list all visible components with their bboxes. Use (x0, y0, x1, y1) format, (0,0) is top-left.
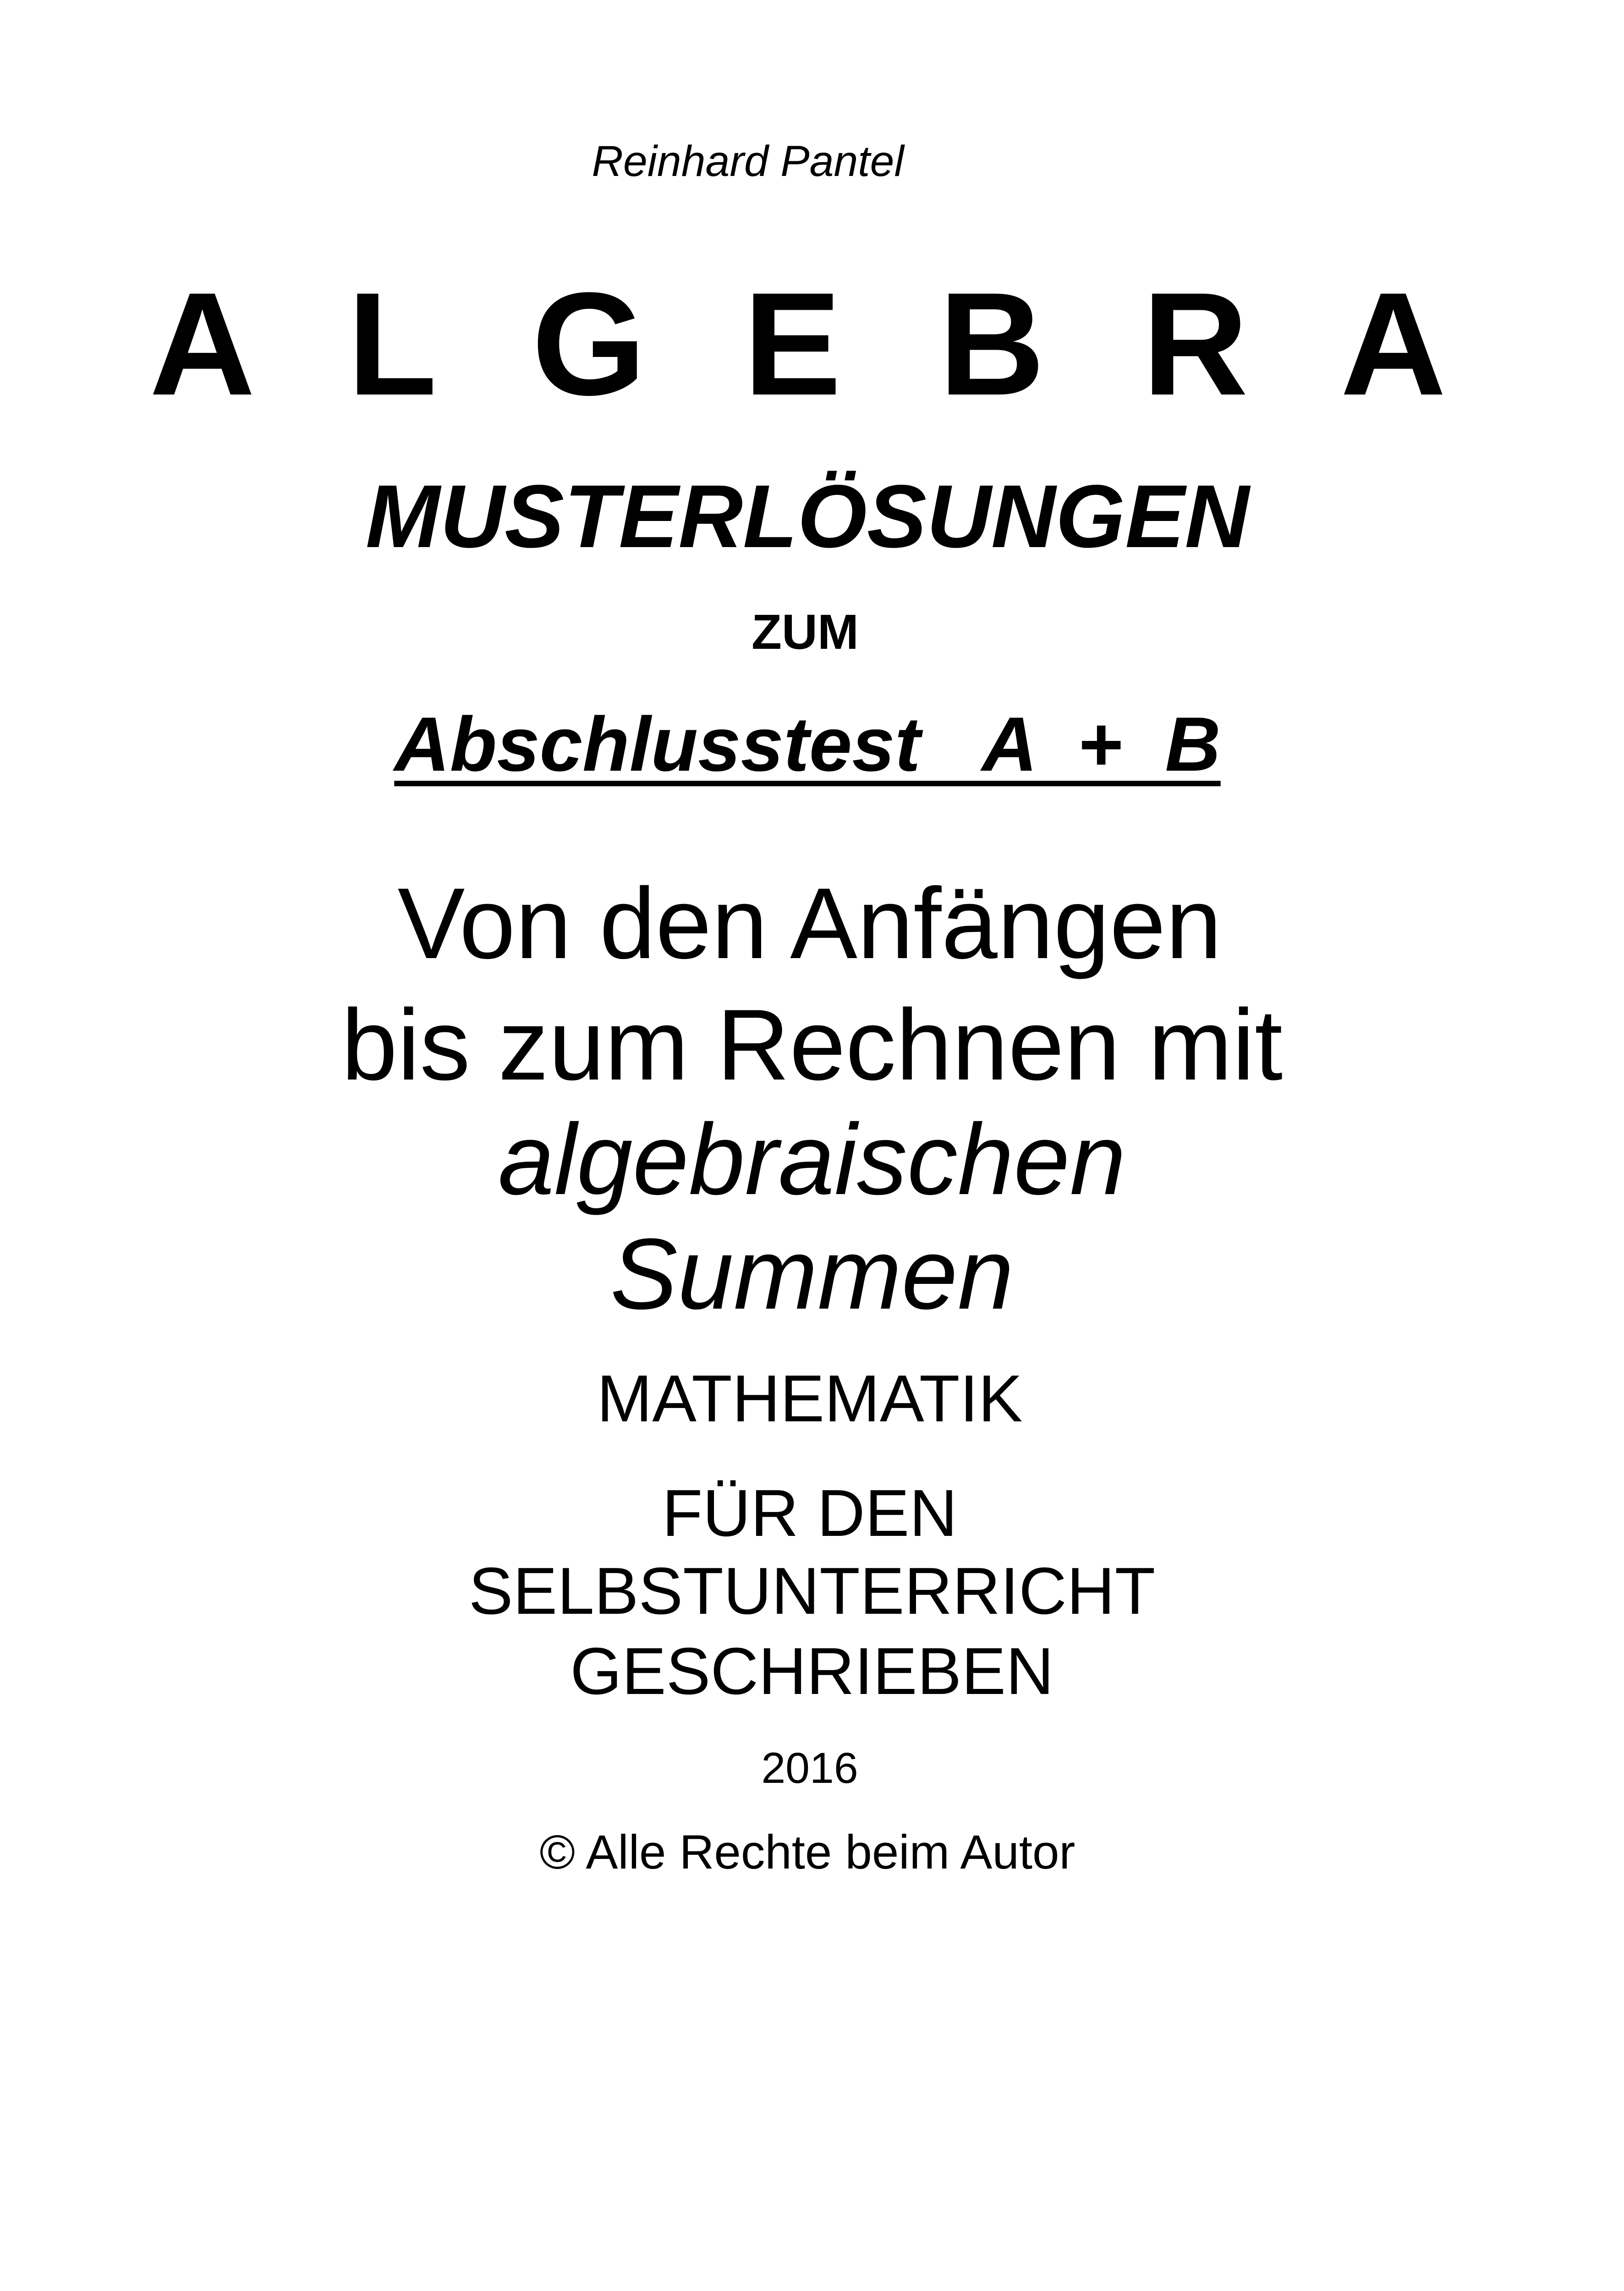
author-name: Reinhard Pantel (592, 137, 904, 186)
copyright-notice: © Alle Rechte beim Autor (539, 1825, 1075, 1879)
topic-line-2: bis zum Rechnen mit (341, 988, 1283, 1101)
dedication-line-3: GESCHRIEBEN (570, 1634, 1054, 1708)
connector-word: ZUM (752, 604, 859, 659)
test-title (0, 701, 1619, 787)
test-title-text: Abschlusstest A + B (394, 701, 1221, 787)
book-title: A L G E B R A (149, 262, 1475, 426)
topic-line-3: algebraischen (498, 1103, 1126, 1216)
dedication-line-1: FÜR DEN (662, 1476, 958, 1550)
topic-line-4: Summen (610, 1217, 1014, 1330)
subject-label: MATHEMATIK (597, 1361, 1023, 1436)
publication-year: 2016 (761, 1744, 858, 1792)
topic-line-1: Von den Anfängen (397, 867, 1222, 980)
dedication-line-2: SELBSTUNTERRICHT (468, 1554, 1156, 1628)
book-subtitle: MUSTERLÖSUNGEN (365, 466, 1250, 566)
